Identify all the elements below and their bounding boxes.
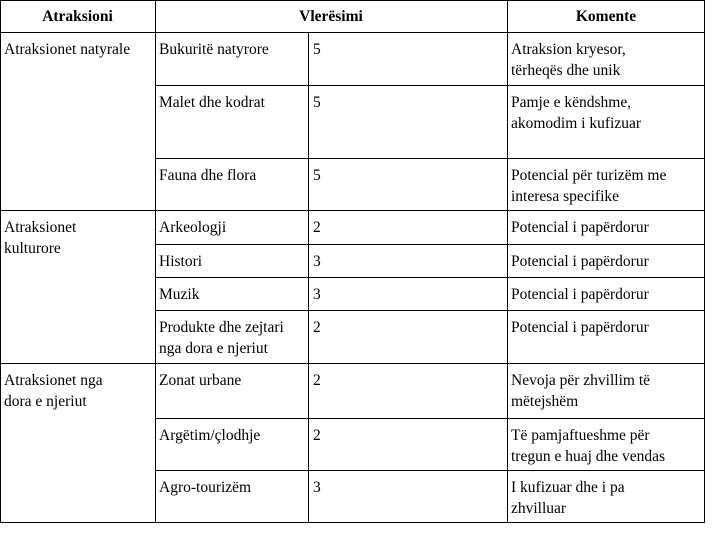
item-cell-line: Produkte dhe zejtari <box>159 319 284 336</box>
header-rating: Vlerësimi <box>299 8 363 25</box>
comment-cell-line: interesa specifike <box>511 188 620 205</box>
item-cell-line: Histori <box>159 253 203 270</box>
item-cell <box>159 477 304 498</box>
category-cell-line: Atraksionet <box>4 219 77 236</box>
score-cell: 5 <box>313 167 321 184</box>
item-cell-line: Malet dhe kodrat <box>159 94 265 111</box>
category-cell-line: kulturore <box>4 240 61 257</box>
score-cell: 2 <box>313 372 321 389</box>
item-cell <box>159 217 304 238</box>
score-cell: 5 <box>313 94 321 111</box>
item-cell-line: Argëtim/çlodhje <box>159 427 261 444</box>
item-cell <box>159 370 304 391</box>
category-cell-line: dora e njeriut <box>4 393 87 410</box>
item-cell-line: Fauna dhe flora <box>159 167 257 184</box>
comment-cell <box>511 425 701 467</box>
category-cell <box>4 39 151 60</box>
comment-cell-line: tërheqës dhe unik <box>511 62 621 79</box>
score-cell: 3 <box>313 253 321 270</box>
comment-cell-line: mëtejshëm <box>511 393 579 410</box>
item-cell <box>159 39 304 60</box>
comment-cell-line: Potencial i papërdorur <box>511 253 649 270</box>
item-cell <box>159 425 304 446</box>
item-cell <box>159 251 304 272</box>
comment-cell <box>511 39 701 81</box>
comment-cell-line: Të pamjaftueshme për <box>511 427 650 444</box>
category-cell-line: Atraksionet nga <box>4 372 103 389</box>
item-cell-line: Bukuritë natyrore <box>159 41 269 58</box>
item-cell-line: Zonat urbane <box>159 372 242 389</box>
item-cell-line: Muzik <box>159 286 200 303</box>
comment-cell-line: I kufizuar dhe i pa <box>511 479 625 496</box>
category-cell <box>4 370 151 412</box>
score-cell: 5 <box>313 41 321 58</box>
comment-cell <box>511 284 701 305</box>
comment-cell-line: Potencial i papërdorur <box>511 286 649 303</box>
item-cell <box>159 165 304 186</box>
item-cell-line: Agro-tourizëm <box>159 479 252 496</box>
score-cell: 2 <box>313 319 321 336</box>
comment-cell-line: Atraksion kryesor, <box>511 41 626 58</box>
item-cell-line: Arkeologji <box>159 219 227 236</box>
score-cell: 2 <box>313 427 321 444</box>
comment-cell-line: Potencial për turizëm me <box>511 167 667 184</box>
score-cell: 3 <box>313 479 321 496</box>
header-attraction: Atraksioni <box>42 8 113 25</box>
comment-cell <box>511 251 701 272</box>
comment-cell <box>511 217 701 238</box>
item-cell <box>159 92 304 113</box>
comment-cell-line: Potencial i papërdorur <box>511 219 649 236</box>
comment-cell <box>511 317 701 338</box>
comment-cell-line: tregun e huaj dhe vendas <box>511 448 666 465</box>
item-cell <box>159 317 304 359</box>
comment-cell <box>511 92 701 134</box>
item-cell <box>159 284 304 305</box>
item-cell-line: nga dora e njeriut <box>159 340 268 357</box>
comment-cell-line: Potencial i papërdorur <box>511 319 649 336</box>
comment-cell-line: zhvilluar <box>511 500 567 517</box>
comment-cell-line: akomodim i kufizuar <box>511 115 641 132</box>
score-cell: 2 <box>313 219 321 236</box>
comment-cell <box>511 477 701 519</box>
header-comments: Komente <box>575 8 637 25</box>
comment-cell-line: Pamje e këndshme, <box>511 94 632 111</box>
comment-cell <box>511 370 701 412</box>
score-cell: 3 <box>313 286 321 303</box>
category-cell-line: Atraksionet natyrale <box>4 41 131 58</box>
comment-cell-line: Nevoja për zhvillim të <box>511 372 651 389</box>
category-cell <box>4 217 151 259</box>
comment-cell <box>511 165 701 207</box>
